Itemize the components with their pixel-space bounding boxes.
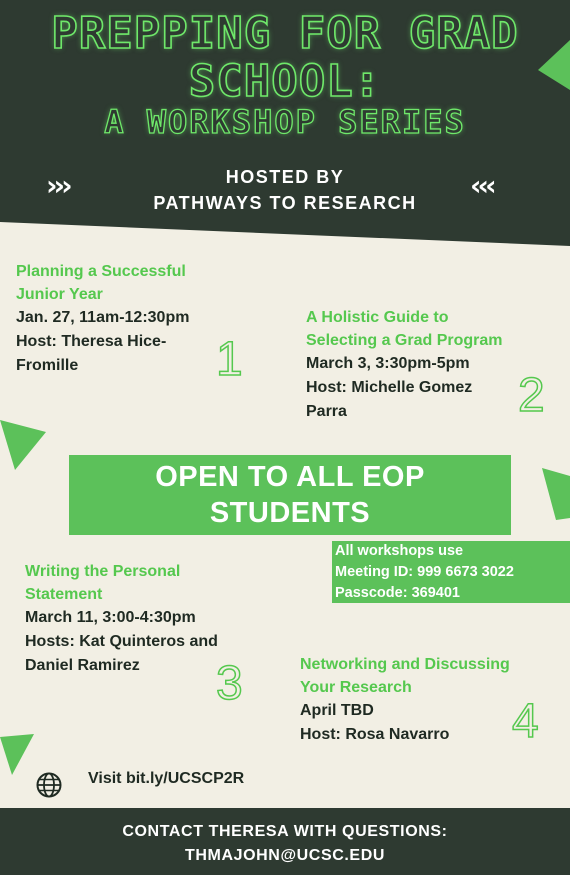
workshop-date: April TBD — [300, 702, 374, 719]
host-organization: PATHWAYS TO RESEARCH — [153, 193, 417, 213]
meeting-intro: All workshops use — [335, 543, 464, 559]
workshop-title-line: Your Research — [300, 679, 412, 696]
title-line-3: A WORKSHOP SERIES — [104, 103, 466, 141]
workshop-host-line: Host: Theresa Hice- — [16, 333, 167, 350]
workshop-host-line: Fromille — [16, 357, 79, 374]
globe-icon — [36, 772, 62, 798]
hosted-by — [0, 164, 570, 216]
hosted-by-label: HOSTED BY — [225, 167, 345, 187]
workshop-host-line: Daniel Ramirez — [25, 657, 140, 674]
workshop-number-2: 2 — [518, 369, 545, 422]
meeting-id: Meeting ID: 999 6673 3022 — [335, 564, 514, 580]
workshop-date: March 3, 3:30pm-5pm — [306, 355, 470, 372]
workshop-host-line: Host: Rosa Navarro — [300, 726, 450, 743]
visit-link[interactable]: Visit bit.ly/UCSCP2R — [88, 770, 245, 787]
contact-line-1: CONTACT THERESA WITH QUESTIONS: — [122, 823, 448, 840]
meeting-passcode: Passcode: 369401 — [335, 585, 460, 601]
workshop-host-line: Host: Michelle Gomez — [306, 379, 473, 396]
workshop-3 — [25, 560, 285, 678]
meeting-info-box — [332, 541, 570, 603]
workshop-title-line: A Holistic Guide to — [306, 309, 449, 326]
workshop-number-1: 1 — [216, 333, 243, 386]
workshop-1 — [16, 260, 246, 378]
title-line-2: SCHOOL: — [188, 56, 382, 107]
workshop-title-line: Selecting a Grad Program — [306, 332, 503, 349]
workshop-date: March 11, 3:00-4:30pm — [25, 609, 196, 626]
chevron-left-icon: ‹‹‹ — [470, 169, 493, 202]
workshop-number-3: 3 — [216, 657, 243, 710]
workshop-title-line: Junior Year — [16, 286, 103, 303]
chevron-right-icon: ››› — [46, 169, 69, 202]
workshop-title-line: Networking and Discussing — [300, 656, 510, 673]
open-to-all-banner — [69, 455, 511, 535]
banner-line-2: STUDENTS — [209, 497, 371, 529]
title-line-1: PREPPING FOR GRAD — [51, 8, 519, 59]
contact-email[interactable]: THMAJOHN@UCSC.EDU — [184, 847, 386, 864]
workshop-title-line: Statement — [25, 586, 103, 603]
workshop-host-line: Parra — [306, 403, 347, 420]
workshop-number-4: 4 — [512, 695, 539, 748]
workshop-date: Jan. 27, 11am-12:30pm — [16, 309, 190, 326]
workshop-host-line: Hosts: Kat Quinteros and — [25, 633, 218, 650]
banner-line-1: OPEN TO ALL EOP — [155, 461, 425, 493]
workshop-title-line: Planning a Successful — [16, 263, 186, 280]
workshop-title-line: Writing the Personal — [25, 563, 181, 580]
